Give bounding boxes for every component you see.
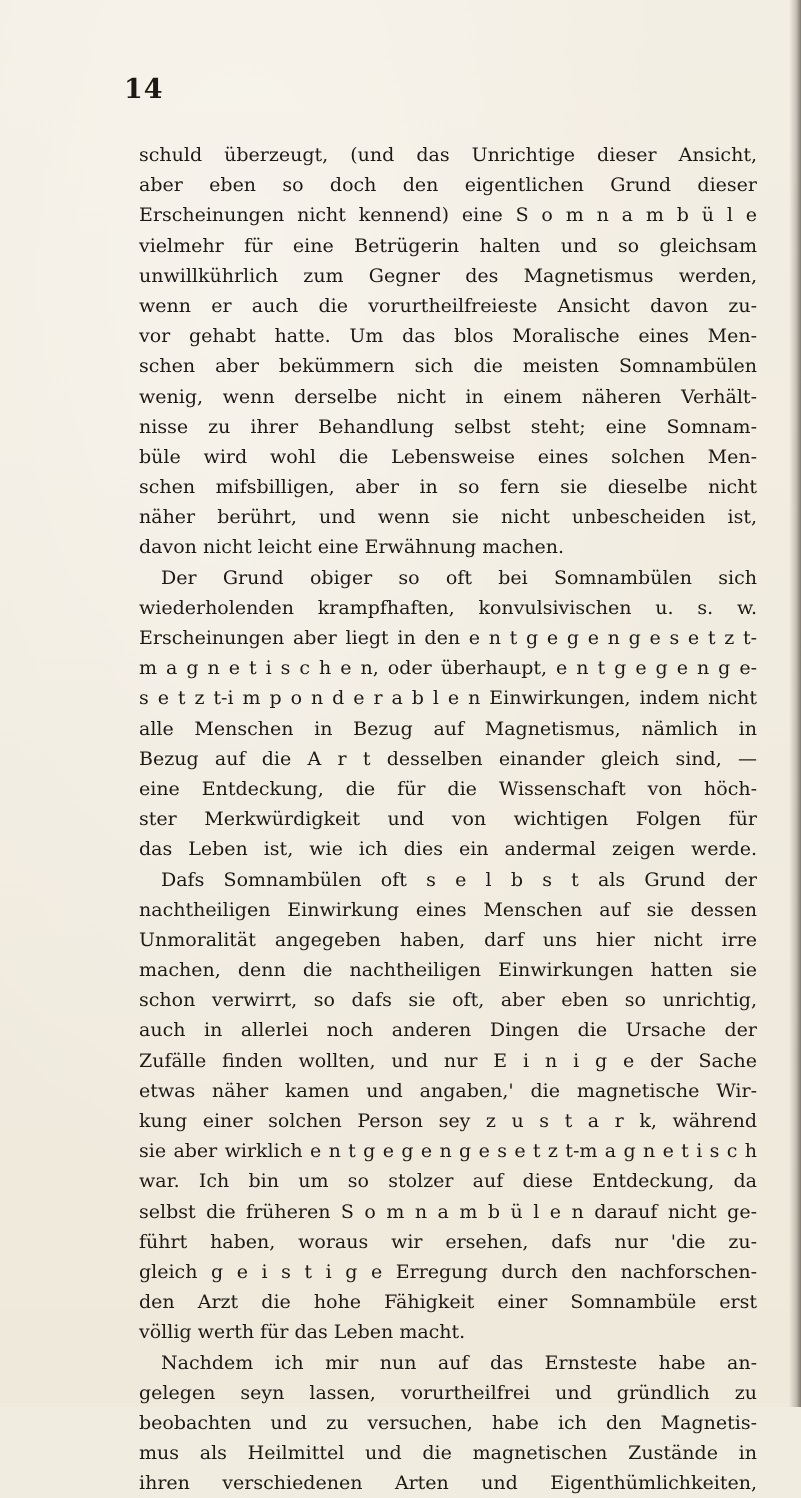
text-line: vor gehabt hatte. Um das blos Moralische eines Men-	[139, 325, 757, 348]
text-line: Unmoralität angegeben haben, darf uns hier nicht irre	[139, 928, 757, 951]
text-line: eine Entdeckung, die für die Wissenschaft von höch-	[139, 777, 757, 800]
text-line: war. Ich bin um so stolzer auf diese Entdeckung, da	[139, 1170, 757, 1193]
text-line: schen aber bekümmern sich die meisten Somnambülen	[139, 355, 757, 378]
text-line: mus als Heilmittel und die magnetischen Zustände in	[139, 1442, 757, 1465]
text-line: schon verwirrt, so dafs sie oft, aber eben so unrichtig,	[139, 989, 757, 1012]
text-line: m a g n e t i s c h e n, oder überhaupt, e n t g e g e n g e-	[139, 657, 757, 680]
text-line: beobachten und zu versuchen, habe ich den Magnetis-	[139, 1411, 757, 1434]
text-line: davon nicht leicht eine Erwähnung machen.	[139, 536, 565, 559]
page-number: 14	[124, 74, 164, 105]
text-line: Der Grund obiger so oft bei Somnambülen sich	[161, 566, 757, 589]
text-line: alle Menschen in Bezug auf Magnetismus, nämlich in	[139, 717, 757, 740]
text-line: Nachdem ich mir nun auf das Ernsteste habe an-	[161, 1351, 757, 1374]
text-line: schuld überzeugt, (und das Unrichtige dieser Ansicht,	[139, 144, 757, 166]
text-line: auch in allerlei noch anderen Dingen die Ursache der	[139, 1019, 757, 1042]
text-line: Bezug auf die A r t desselben einander gleich sind, —	[139, 747, 757, 770]
text-line: das Leben ist, wie ich dies ein andermal zeigen werde.	[139, 838, 757, 861]
text-line: Erscheinungen aber liegt in den e n t g e g e n g e s e t z t-	[139, 627, 757, 649]
text-line: den Arzt die hohe Fähigkeit einer Somnambüle erst	[139, 1291, 757, 1314]
text-line: völlig werth für das Leben macht.	[139, 1321, 466, 1344]
text-line: schen mifsbilligen, aber in so fern sie dieselbe nicht	[139, 476, 757, 499]
text-line: sie aber wirklich e n t g e g e n g e s e t z t-m a g n e t i s c h	[139, 1140, 757, 1163]
text-line: nachtheiligen Einwirkung eines Menschen auf sie dessen	[139, 898, 757, 921]
text-line: aber eben so doch den eigentlichen Grund dieser	[139, 174, 757, 197]
text-line: wiederholenden krampfhaften, konvulsivischen u. s. w.	[139, 596, 757, 619]
text-line: Zufälle finden wollten, und nur E i n i g e der Sache	[139, 1049, 757, 1072]
body-text	[139, 140, 757, 1498]
text-line: Erscheinungen nicht kennend) eine S o m n a m b ü l e	[139, 204, 757, 227]
text-line: etwas näher kamen und angaben,' die magnetische Wir-	[139, 1079, 757, 1102]
text-line: gleich g e i s t i g e Erregung durch den nachforschen-	[139, 1260, 757, 1283]
text-line: Dafs Somnambülen oft s e l b s t als Grund der	[161, 868, 757, 891]
text-line: selbst die früheren S o m n a m b ü l e n darauf nicht ge-	[139, 1200, 757, 1223]
text-line: näher berührt, und wenn sie nicht unbescheiden ist,	[139, 506, 757, 529]
text-line: wenn er auch die vorurtheilfreieste Ansicht davon zu-	[139, 294, 757, 317]
text-line: ihren verschiedenen Arten und Eigenthümlichkeiten,	[139, 1472, 757, 1495]
text-line: nisse zu ihrer Behandlung selbst steht; eine Somnam-	[139, 415, 757, 438]
text-line: büle wird wohl die Lebensweise eines solchen Men-	[139, 445, 757, 468]
text-line: führt haben, woraus wir ersehen, dafs nur 'die zu-	[139, 1230, 757, 1253]
text-line: unwillkührlich zum Gegner des Magnetismus werden,	[139, 264, 757, 287]
text-line: machen, denn die nachtheiligen Einwirkungen hatten sie	[139, 959, 757, 982]
text-line: vielmehr für eine Betrügerin halten und so gleichsam	[139, 234, 757, 257]
text-line: s e t z t-i m p o n d e r a b l e n Einwirkungen, indem nicht	[139, 687, 757, 710]
text-line: ster Merkwürdigkeit und von wichtigen Folgen für	[139, 808, 757, 831]
page-edge-shadow	[789, 0, 801, 1407]
text-line: kung einer solchen Person sey z u s t a r k, während	[139, 1110, 757, 1132]
text-line: gelegen seyn lassen, vorurtheilfrei und gründlich zu	[139, 1381, 757, 1404]
text-line: wenig, wenn derselbe nicht in einem näheren Verhält-	[139, 385, 757, 408]
